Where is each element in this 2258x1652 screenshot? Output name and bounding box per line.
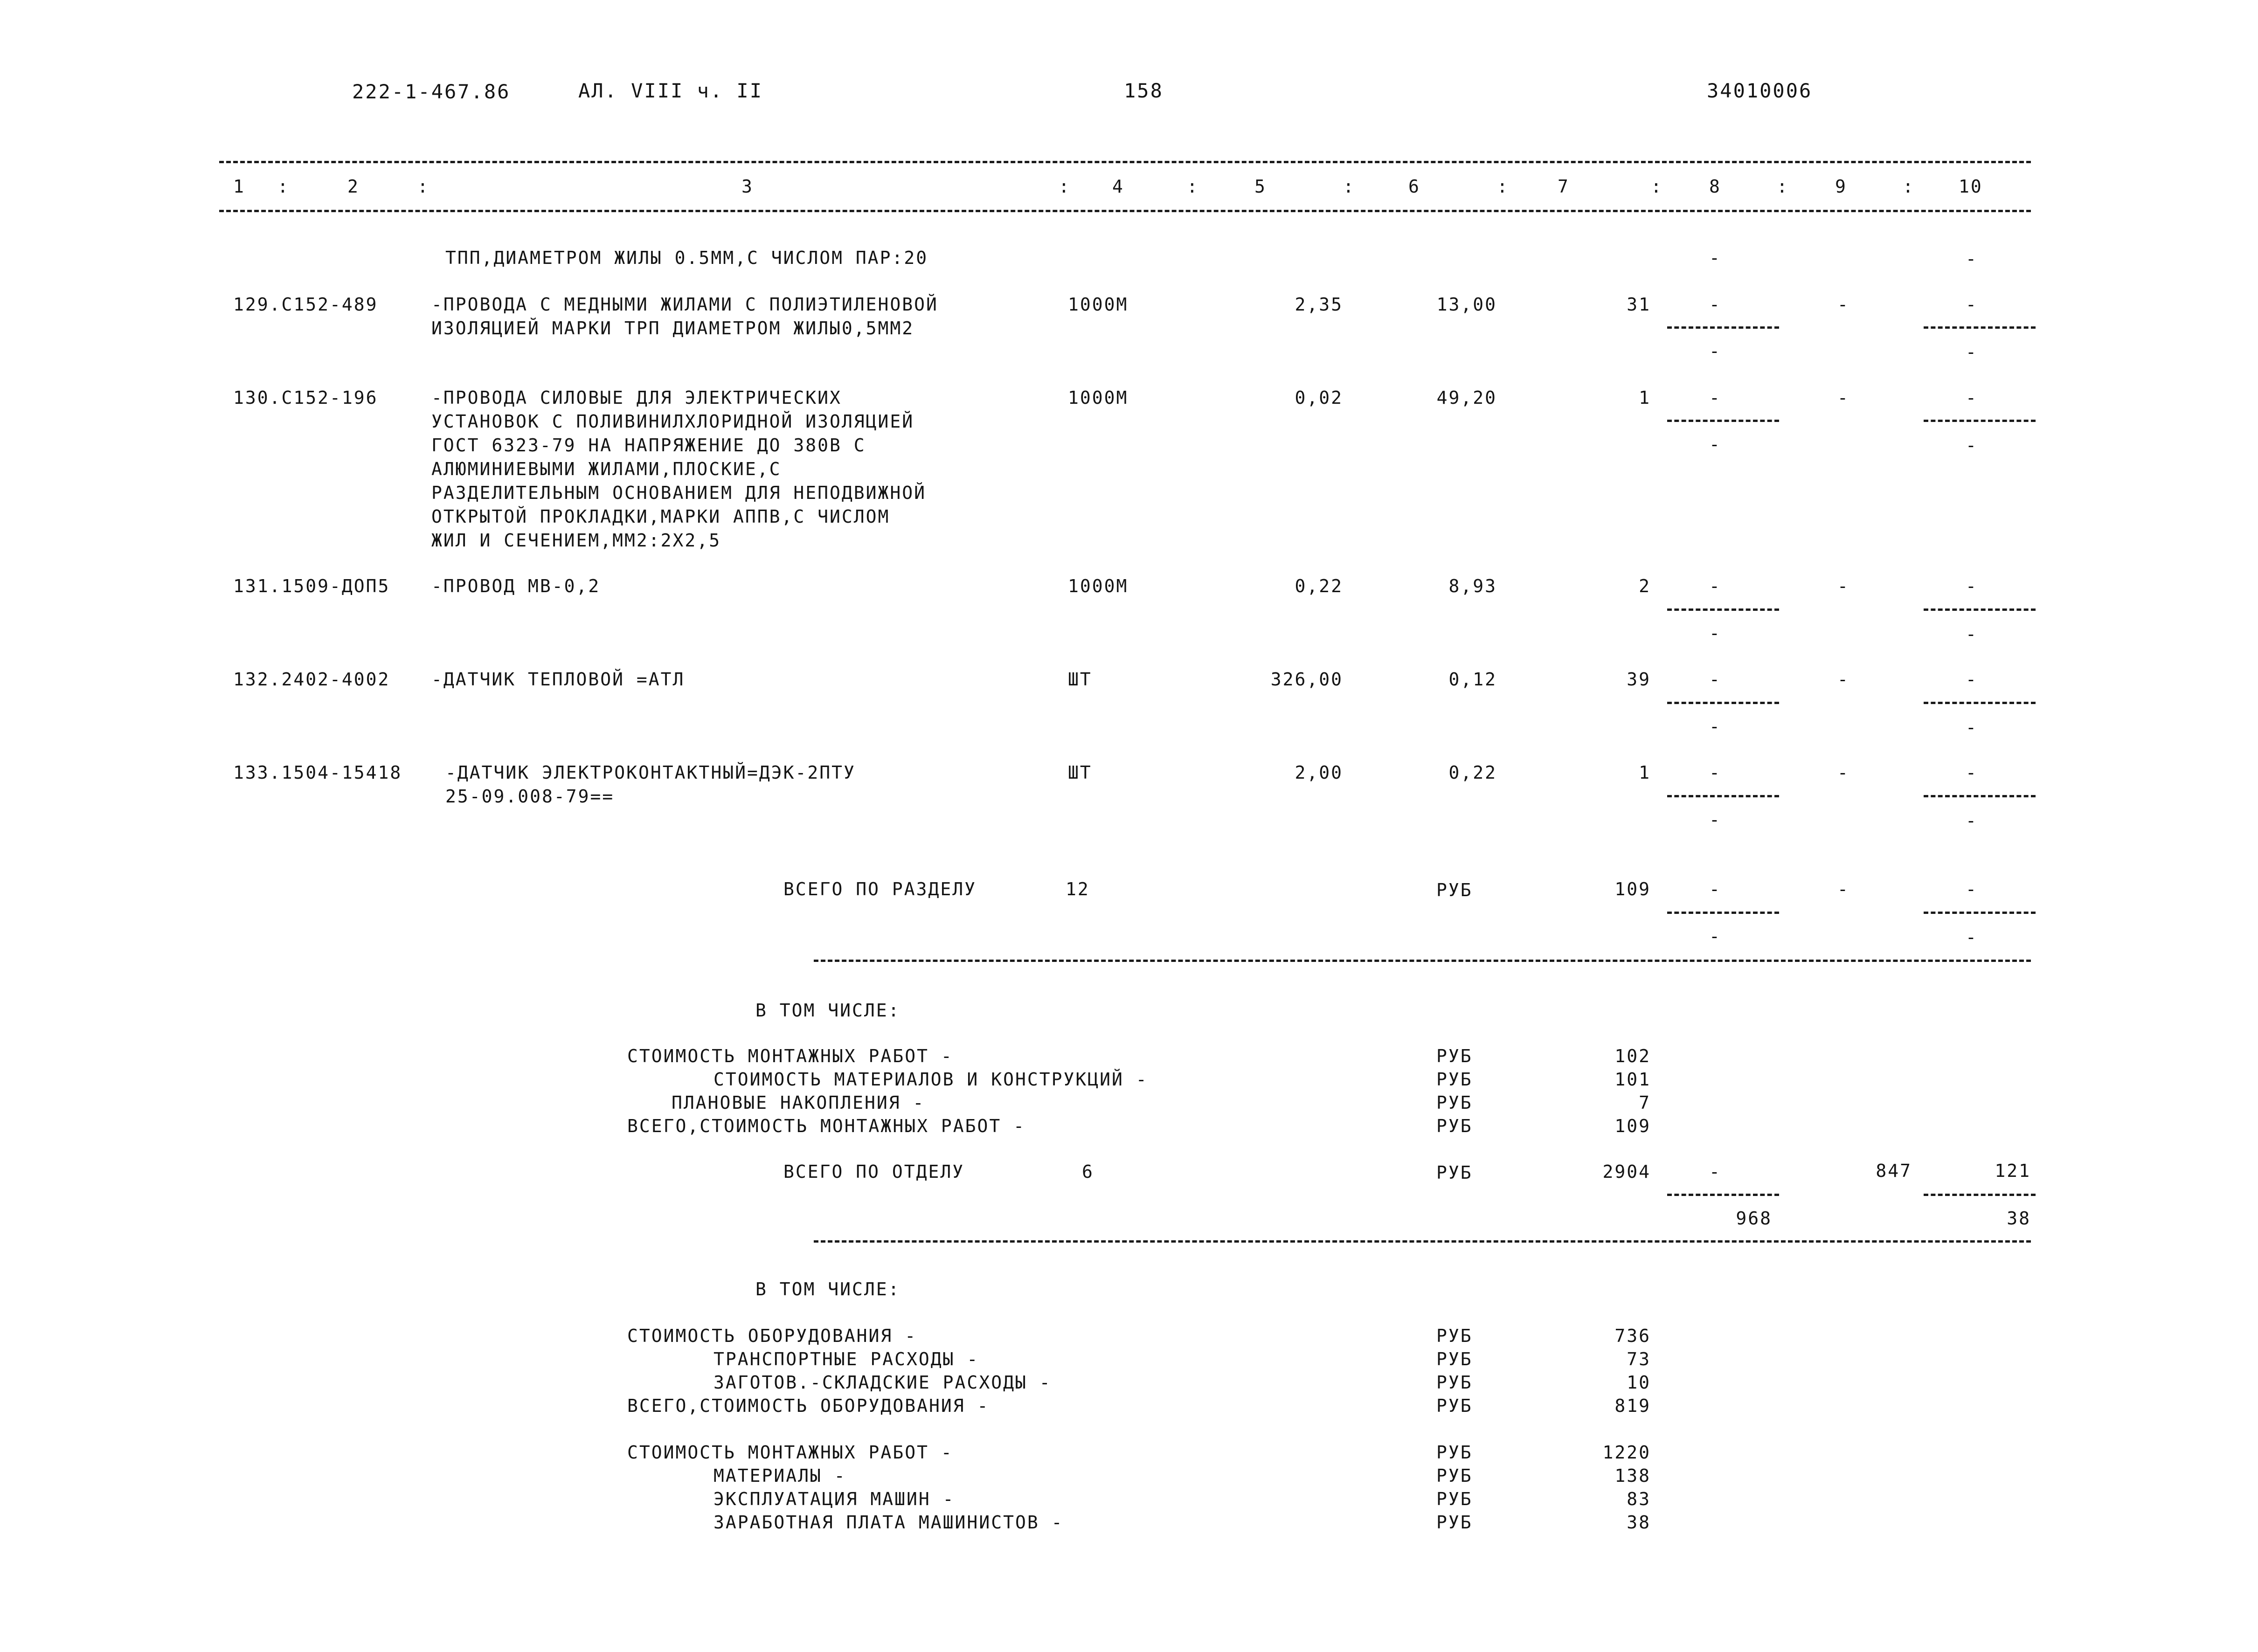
row-total: 1 [1639, 762, 1651, 783]
installation-line-value: 83 [1627, 1489, 1651, 1509]
section-rule [814, 960, 2031, 962]
row-col8-lower: - [1709, 434, 1721, 455]
installation-line-unit: РУБ [1436, 1442, 1473, 1463]
fraction-rule [1667, 912, 1779, 914]
section-total-col10: - [1966, 879, 1978, 899]
row-col9: - [1837, 294, 1849, 315]
doc-code: 222-1-467.86 [352, 80, 511, 103]
installation-line-unit: РУБ [1436, 1489, 1473, 1509]
equipment-line-unit: РУБ [1436, 1372, 1473, 1393]
breakdown-unit: РУБ [1436, 1069, 1473, 1090]
dept-total-col8-lower: 968 [1736, 1208, 1772, 1229]
fraction-rule [1667, 608, 1779, 611]
row-total: 39 [1627, 669, 1651, 690]
equipment-line-label: СТОИМОСТЬ ОБОРУДОВАНИЯ - [627, 1326, 917, 1346]
dept-total-count: 6 [1082, 1161, 1094, 1182]
dept-breakdown-heading: В ТОМ ЧИСЛЕ: [755, 1279, 900, 1299]
fraction-rule [1667, 702, 1779, 704]
col-6: 6 [1408, 176, 1420, 197]
dept-total-col9: 847 [1876, 1161, 1912, 1181]
breakdown-value: 7 [1639, 1092, 1651, 1113]
col-4: 4 [1112, 176, 1124, 197]
breakdown-unit: РУБ [1436, 1046, 1473, 1066]
row-col8: - [1709, 294, 1721, 315]
row-col8: - [1709, 387, 1721, 408]
breakdown-value: 102 [1614, 1046, 1651, 1066]
row-description: -ДАТЧИК ЭЛЕКТРОКОНТАКТНЫЙ=ДЭК-2ПТУ 25-09.008-79== [445, 762, 856, 807]
row-code: 131.1509-ДОП5 [233, 576, 390, 596]
equipment-line-unit: РУБ [1436, 1326, 1473, 1346]
row-quantity: 2,35 [1295, 294, 1343, 315]
row-col10: - [1966, 294, 1978, 315]
installation-line-unit: РУБ [1436, 1512, 1473, 1533]
row-col10-lower: - [1966, 342, 1978, 362]
row-unit-price: 49,20 [1436, 387, 1497, 408]
breakdown-label: ВСЕГО,СТОИМОСТЬ МОНТАЖНЫХ РАБОТ - [627, 1116, 1025, 1136]
installation-line-label: ЭКСПЛУАТАЦИЯ МАШИН - [713, 1489, 955, 1509]
installation-line-value: 1220 [1602, 1442, 1651, 1463]
col-sep: : [1059, 176, 1071, 197]
row-quantity: 326,00 [1270, 669, 1343, 690]
breakdown-unit: РУБ [1436, 1116, 1473, 1136]
equipment-line-unit: РУБ [1436, 1396, 1473, 1416]
fraction-rule [1667, 795, 1779, 797]
fraction-rule [1924, 326, 2036, 329]
equipment-line-value: 736 [1614, 1326, 1651, 1346]
table-top-rule [219, 161, 2031, 163]
row-col8-lower: - [1709, 809, 1721, 830]
section-breakdown-heading: В ТОМ ЧИСЛЕ: [755, 1000, 900, 1021]
breakdown-label: ПЛАНОВЫЕ НАКОПЛЕНИЯ - [672, 1092, 925, 1113]
col-sep: : [1497, 176, 1509, 197]
row-code: 133.1504-15418 [233, 762, 402, 783]
equipment-line-value: 73 [1627, 1349, 1651, 1369]
row-unit: ШТ [1068, 669, 1092, 690]
row-description: -ДАТЧИК ТЕПЛОВОЙ =АТЛ [431, 669, 685, 690]
dept-total-col8: - [1709, 1161, 1721, 1182]
row-quantity: 2,00 [1295, 762, 1343, 783]
row-unit-price: 13,00 [1436, 294, 1497, 315]
section-total-value: 109 [1614, 879, 1651, 899]
equipment-line-label: ЗАГОТОВ.-СКЛАДСКИЕ РАСХОДЫ - [713, 1372, 1052, 1393]
row-col8-lower: - [1709, 716, 1721, 737]
section-total-count: 12 [1066, 879, 1090, 899]
row-col8-lower: - [1709, 623, 1721, 643]
row-col10-lower: - [1966, 717, 1978, 738]
carryover-col8: - [1709, 248, 1721, 268]
col-sep: : [1343, 176, 1355, 197]
breakdown-unit: РУБ [1436, 1092, 1473, 1113]
row-col9: - [1837, 669, 1849, 690]
row-col8: - [1709, 576, 1721, 596]
row-col10: - [1966, 669, 1978, 690]
dept-total-col10: 121 [1995, 1161, 2031, 1181]
col-1: 1 [233, 176, 245, 197]
dept-rule [814, 1240, 2031, 1243]
col-3: 3 [741, 176, 754, 197]
dept-total-unit: РУБ [1436, 1162, 1473, 1183]
row-col8-lower: - [1709, 341, 1721, 361]
col-sep: : [277, 176, 290, 197]
equipment-line-unit: РУБ [1436, 1349, 1473, 1369]
row-unit: ШТ [1068, 762, 1092, 783]
col-2: 2 [347, 176, 360, 197]
row-col10: - [1966, 387, 1978, 408]
dept-total-label: ВСЕГО ПО ОТДЕЛУ [783, 1161, 965, 1182]
row-description: -ПРОВОДА СИЛОВЫЕ ДЛЯ ЭЛЕКТРИЧЕСКИХ УСТАНОВОК С ПОЛИВИНИЛХЛОРИДНОЙ ИЗОЛЯЦИЕЙ ГОСТ 6323-79 НА НАПРЯЖЕНИЕ ДО 380В С АЛЮМИНИЕВЫМИ ЖИЛАМИ,ПЛОСКИЕ,С РАЗДЕЛИТЕЛЬНЫМ ОСНОВАНИЕМ ДЛЯ НЕПОДВИЖНОЙ ОТКРЫТОЙ ПРОКЛАДКИ,МАРКИ АППВ,С ЧИСЛОМ ЖИЛ И СЕЧЕНИЕМ,ММ2:2Х2,5 [431, 387, 926, 551]
fraction-rule [1924, 420, 2036, 422]
fraction-rule [1924, 608, 2036, 611]
col-sep: : [1777, 176, 1789, 197]
section-total-col9: - [1837, 879, 1849, 899]
row-col8: - [1709, 669, 1721, 690]
row-col10-lower: - [1966, 435, 1978, 456]
document-number: 34010006 [1707, 79, 1813, 102]
col-sep: : [1651, 176, 1663, 197]
col-10: 10 [1959, 176, 1983, 197]
row-col10: - [1966, 576, 1978, 596]
row-description: -ПРОВОДА С МЕДНЫМИ ЖИЛАМИ С ПОЛИЭТИЛЕНОВОЙ ИЗОЛЯЦИЕЙ МАРКИ ТРП ДИАМЕТРОМ ЖИЛЫ0,5ММ2 [431, 294, 938, 339]
section-total-col8: - [1709, 879, 1721, 899]
col-sep: : [1187, 176, 1199, 197]
section-total-col10-lower: - [1966, 927, 1978, 947]
row-unit-price: 8,93 [1448, 576, 1497, 596]
row-unit: 1000М [1068, 387, 1129, 408]
installation-line-value: 138 [1614, 1465, 1651, 1486]
row-total: 1 [1639, 387, 1651, 408]
breakdown-value: 101 [1614, 1069, 1651, 1090]
row-col9: - [1837, 576, 1849, 596]
row-col8: - [1709, 762, 1721, 783]
row-quantity: 0,02 [1295, 387, 1343, 408]
section-total-unit: РУБ [1436, 880, 1473, 900]
row-code: 129.С152-489 [233, 294, 378, 315]
col-sep: : [417, 176, 429, 197]
row-col10-lower: - [1966, 810, 1978, 831]
fraction-rule [1667, 1194, 1779, 1196]
installation-line-unit: РУБ [1436, 1465, 1473, 1486]
row-unit: 1000М [1068, 294, 1129, 315]
row-quantity: 0,22 [1295, 576, 1343, 596]
row-unit-price: 0,22 [1448, 762, 1497, 783]
col-sep: : [1903, 176, 1915, 197]
installation-line-label: ЗАРАБОТНАЯ ПЛАТА МАШИНИСТОВ - [713, 1512, 1064, 1533]
table-header-rule [219, 210, 2031, 212]
equipment-line-value: 10 [1627, 1372, 1651, 1393]
col-9: 9 [1835, 176, 1847, 197]
installation-line-label: СТОИМОСТЬ МОНТАЖНЫХ РАБОТ - [627, 1442, 953, 1463]
section-total-label: ВСЕГО ПО РАЗДЕЛУ [783, 879, 977, 899]
carryover-text: ТПП,ДИАМЕТРОМ ЖИЛЫ 0.5ММ,С ЧИСЛОМ ПАР:20 [445, 248, 928, 268]
col-8: 8 [1709, 176, 1721, 197]
album-label: АЛ. VIII ч. II [578, 79, 763, 102]
fraction-rule [1924, 702, 2036, 704]
row-unit: 1000М [1068, 576, 1129, 596]
row-description: -ПРОВОД МВ-0,2 [431, 576, 601, 596]
fraction-rule [1667, 420, 1779, 422]
row-code: 132.2402-4002 [233, 669, 390, 690]
row-code: 130.С152-196 [233, 387, 378, 408]
carryover-col10: - [1966, 249, 1978, 269]
section-total-col8-lower: - [1709, 926, 1721, 947]
row-col9: - [1837, 762, 1849, 783]
breakdown-label: СТОИМОСТЬ МОНТАЖНЫХ РАБОТ - [627, 1046, 953, 1066]
row-col10-lower: - [1966, 624, 1978, 644]
installation-line-value: 38 [1627, 1512, 1651, 1533]
row-total: 31 [1627, 294, 1651, 315]
row-col9: - [1837, 387, 1849, 408]
breakdown-label: СТОИМОСТЬ МАТЕРИАЛОВ И КОНСТРУКЦИЙ - [713, 1069, 1148, 1090]
fraction-rule [1924, 1194, 2036, 1196]
fraction-rule [1924, 912, 2036, 914]
fraction-rule [1924, 795, 2036, 797]
col-5: 5 [1254, 176, 1267, 197]
installation-line-label: МАТЕРИАЛЫ - [713, 1465, 846, 1486]
page-number: 158 [1124, 79, 1164, 102]
equipment-line-label: ВСЕГО,СТОИМОСТЬ ОБОРУДОВАНИЯ - [627, 1396, 990, 1416]
equipment-line-label: ТРАНСПОРТНЫЕ РАСХОДЫ - [713, 1349, 979, 1369]
fraction-rule [1667, 326, 1779, 329]
row-total: 2 [1639, 576, 1651, 596]
row-unit-price: 0,12 [1448, 669, 1497, 690]
equipment-line-value: 819 [1614, 1396, 1651, 1416]
row-col10: - [1966, 762, 1978, 783]
breakdown-value: 109 [1614, 1116, 1651, 1136]
dept-total-col10-lower: 38 [2007, 1208, 2031, 1229]
dept-total-value: 2904 [1602, 1161, 1651, 1182]
col-7: 7 [1558, 176, 1570, 197]
